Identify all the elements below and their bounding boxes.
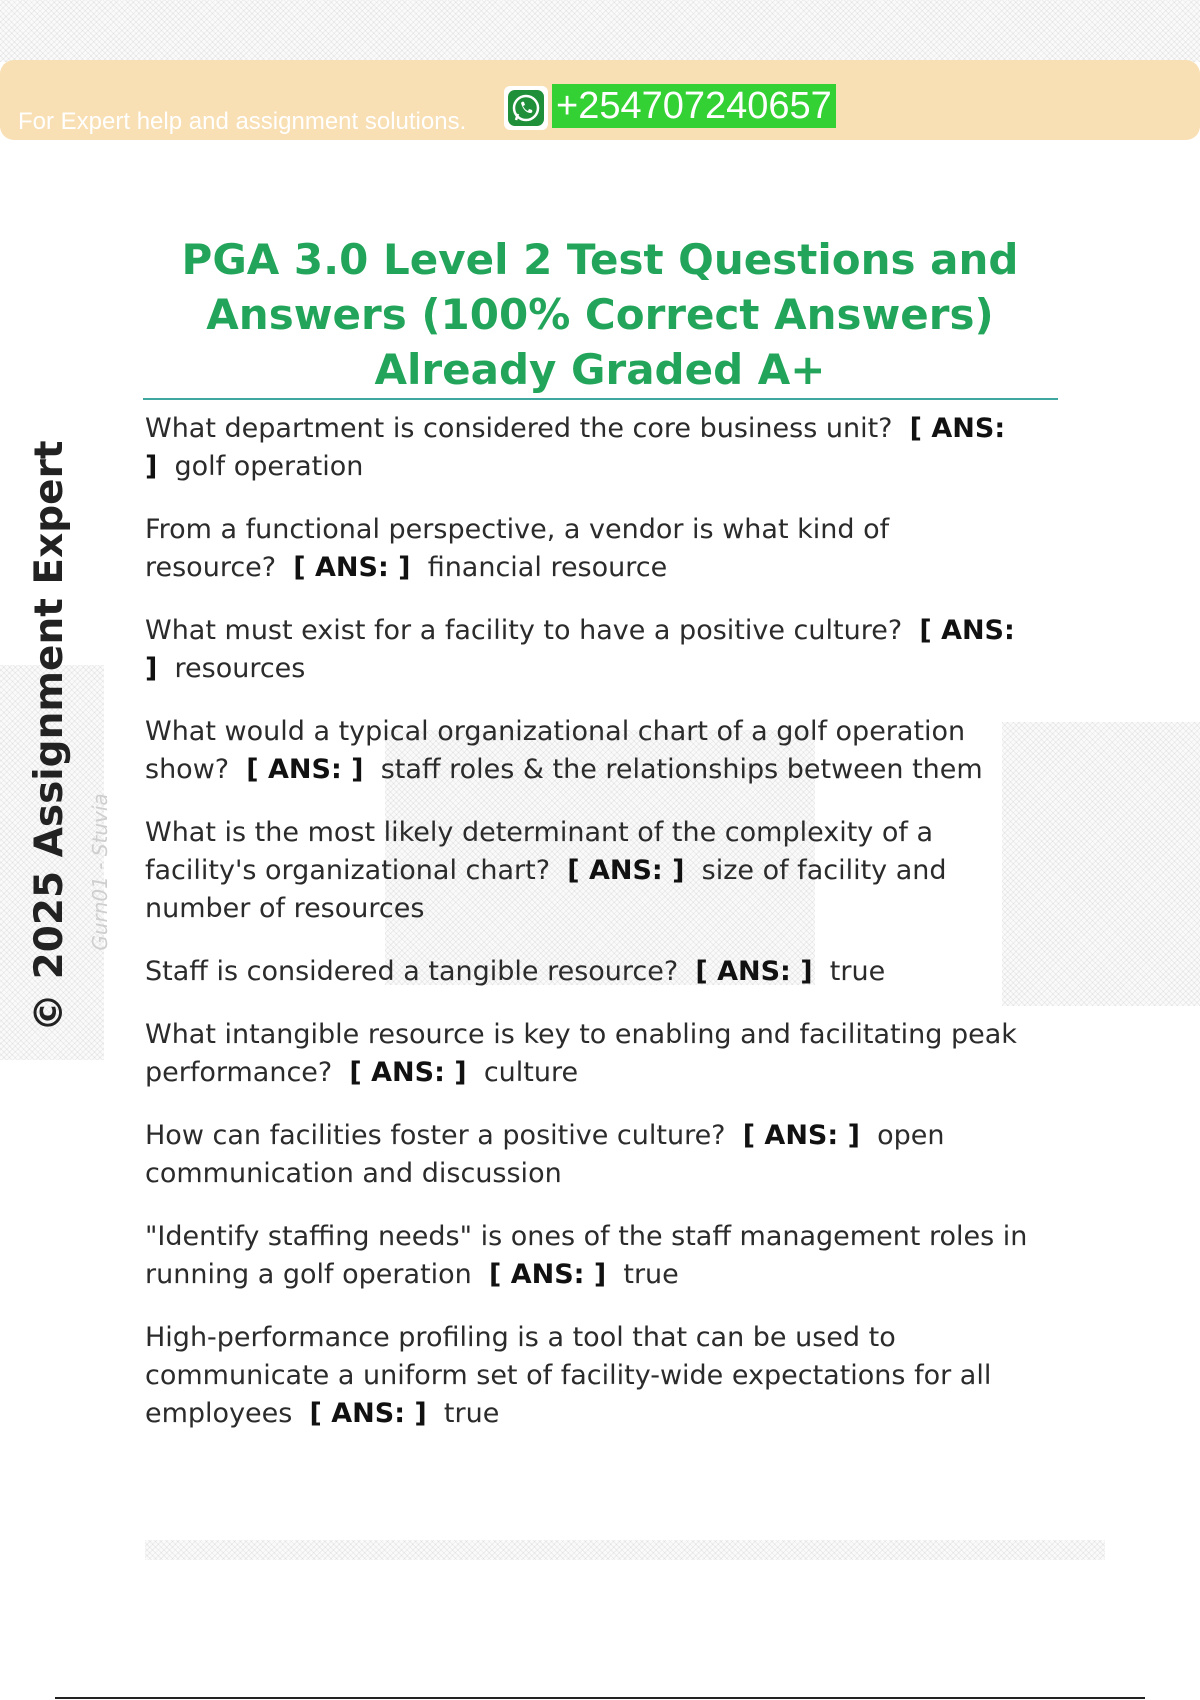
banner-text: For Expert help and assignment solutions. xyxy=(18,108,467,135)
answer-label: [ ANS: ] xyxy=(567,855,685,886)
answer-label: [ ANS: ] xyxy=(145,413,1006,482)
bottom-hatch-pattern xyxy=(145,1540,1105,1560)
answer-text: true xyxy=(623,1259,679,1290)
answer-text: true xyxy=(829,956,886,987)
question-text: How can facilities foster a positive culture? xyxy=(145,1120,726,1151)
question-text: What is the most likely determinant of the complexity of a facility's organizational chart? xyxy=(145,817,934,886)
qa-item xyxy=(145,713,1050,789)
qa-item xyxy=(145,612,1050,688)
question-text: "Identify staffing needs" is ones of the staff management roles in running a golf operation xyxy=(145,1221,1028,1290)
copyright-watermark: © 2025 Assignment Expert xyxy=(27,440,72,1032)
qa-item xyxy=(145,1218,1050,1294)
qa-item xyxy=(145,1117,1050,1193)
answer-text: open communication and discussion xyxy=(145,1120,945,1189)
answer-label: [ ANS: ] xyxy=(742,1120,860,1151)
answer-text: resources xyxy=(174,653,306,684)
whatsapp-icon[interactable] xyxy=(504,86,548,130)
qa-list xyxy=(145,410,1050,1458)
question-text: From a functional perspective, a vendor is what kind of resource? xyxy=(145,514,890,583)
answer-text: size of facility and number of resources xyxy=(145,855,947,924)
answer-label: [ ANS: ] xyxy=(293,552,411,583)
question-text: What department is considered the core business unit? xyxy=(145,413,893,444)
answer-text: culture xyxy=(483,1057,579,1088)
qa-item xyxy=(145,1319,1050,1433)
answer-text: true xyxy=(443,1398,500,1429)
answer-text: golf operation xyxy=(174,451,364,482)
answer-label: [ ANS: ] xyxy=(349,1057,467,1088)
qa-item xyxy=(145,953,1050,991)
faint-watermark: Gurn01 - Stuvia xyxy=(88,793,112,951)
question-text: High-performance profiling is a tool that can be used to communicate a uniform set of facility-wide expectations for all employees xyxy=(145,1322,992,1429)
answer-label: [ ANS: ] xyxy=(246,754,364,785)
answer-text: staff roles & the relationships between them xyxy=(380,754,983,785)
question-text: What intangible resource is key to enabling and facilitating peak performance? xyxy=(145,1019,1017,1088)
top-hatch-pattern xyxy=(0,0,1200,62)
qa-item xyxy=(145,511,1050,587)
question-text: What would a typical organizational chart of a golf operation show? xyxy=(145,716,966,785)
answer-text: financial resource xyxy=(427,552,668,583)
title-divider xyxy=(143,398,1058,400)
answer-label: [ ANS: ] xyxy=(145,615,1015,684)
answer-label: [ ANS: ] xyxy=(488,1259,607,1290)
document-title: PGA 3.0 Level 2 Test Questions and Answers (100% Correct Answers) Already Graded A+ xyxy=(181,235,1019,394)
answer-label: [ ANS: ] xyxy=(695,956,813,987)
qa-item xyxy=(145,1016,1050,1092)
question-text: Staff is considered a tangible resource? xyxy=(145,956,679,987)
question-text: What must exist for a facility to have a positive culture? xyxy=(145,615,903,646)
answer-label: [ ANS: ] xyxy=(309,1398,427,1429)
phone-number-link[interactable]: +254707240657 xyxy=(552,84,836,128)
qa-item xyxy=(145,410,1050,486)
qa-item xyxy=(145,814,1050,928)
page-bottom-rule xyxy=(55,1697,1145,1699)
